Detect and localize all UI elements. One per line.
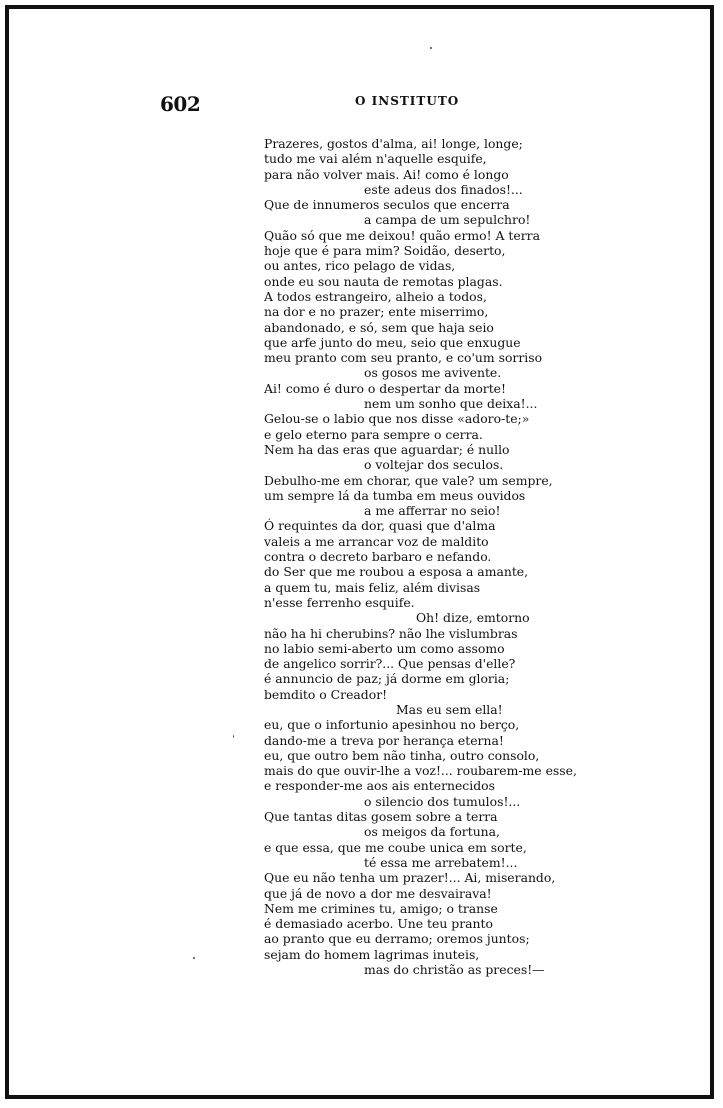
poem-line: e gelo eterno para sempre o cerra.	[264, 426, 483, 442]
poem-line: sejam do homem lagrimas inuteis,	[264, 946, 480, 962]
poem-line: Nem me crimines tu, amigo; o transe	[264, 900, 498, 916]
poem-line: para não volver mais. Ai! como é longo	[264, 166, 509, 182]
poem-line: tudo me vai além n'aquelle esquife,	[264, 151, 487, 167]
poem-line: n'esse ferrenho esquife.	[264, 594, 415, 610]
paper-speck	[193, 957, 195, 959]
poem-line: Ai! como é duro o despertar da morte!	[264, 380, 506, 396]
poem-line: Oh! dize, emtorno	[416, 610, 530, 626]
poem-line: Que de innumeros seculos que encerra	[264, 197, 510, 213]
poem-line: de angelico sorrir?... Que pensas d'elle?	[264, 656, 516, 672]
poem-line: este adeus dos finados!...	[364, 181, 523, 197]
paper-speck	[233, 735, 234, 738]
poem-line: bemdito o Creador!	[264, 686, 388, 702]
poem-line: a campa de um sepulchro!	[364, 212, 531, 228]
poem-line: hoje que é para mim? Soidão, deserto,	[264, 243, 506, 259]
poem-line: onde eu sou nauta de remotas plagas.	[264, 273, 503, 289]
poem-line: contra o decreto barbaro e nefando.	[264, 549, 492, 565]
poem-line: que arfe junto do meu, seio que enxugue	[264, 334, 521, 350]
poem-line: ao pranto que eu derramo; oremos juntos;	[264, 931, 530, 947]
poem-line: a me afferrar no seio!	[364, 503, 501, 519]
paper-speck	[430, 47, 432, 49]
poem-line: mais do que ouvir-lhe a voz!... roubarem-me esse,	[264, 763, 577, 779]
poem-line: ou antes, rico pelago de vidas,	[264, 258, 456, 274]
poem-line: na dor e no prazer; ente miserrimo,	[264, 304, 489, 320]
poem-line: nem um sonho que deixa!...	[364, 396, 538, 412]
poem-line: o voltejar dos seculos.	[364, 457, 504, 473]
poem-line: té essa me arrebatem!...	[364, 854, 518, 870]
poem-line: e responder-me aos ais enternecidos	[264, 778, 495, 794]
poem-line: dando-me a treva por herança eterna!	[264, 732, 504, 748]
poem-line: que já de novo a dor me desvairava!	[264, 885, 492, 901]
poem-line: Mas eu sem ella!	[396, 701, 503, 717]
poem-line: Que eu não tenha um prazer!... Ai, miserando,	[264, 870, 556, 886]
poem-line: eu, que o infortunio apesinhou no berço,	[264, 717, 520, 733]
poem-line: do Ser que me roubou a esposa a amante,	[264, 564, 529, 580]
page-number: 602	[160, 92, 201, 116]
poem-line: A todos estrangeiro, alheio a todos,	[264, 288, 487, 304]
running-header: O INSTITUTO	[355, 94, 460, 108]
poem-line: abandonado, e só, sem que haja seio	[264, 319, 494, 335]
poem-line: é annuncio de paz; já dorme em gloria;	[264, 671, 510, 687]
poem-line: é demasiado acerbo. Une teu pranto	[264, 916, 493, 932]
poem-line: no labio semi-aberto um como assomo	[264, 640, 505, 656]
poem-line: os meigos da fortuna,	[364, 824, 500, 840]
poem-line: valeis a me arrancar voz de maldito	[264, 533, 489, 549]
poem-line: Debulho-me em chorar, que vale? um sempre,	[264, 472, 553, 488]
poem-line: um sempre lá da tumba em meus ouvidos	[264, 487, 526, 503]
poem-line: a quem tu, mais feliz, além divisas	[264, 579, 481, 595]
poem-line: o silencio dos tumulos!...	[364, 793, 521, 809]
poem-line: e que essa, que me coube unica em sorte,	[264, 839, 527, 855]
poem-line: mas do christão as preces!—	[364, 962, 545, 978]
poem-line: eu, que outro bem não tinha, outro consolo,	[264, 747, 540, 763]
poem-line: Ó requintes da dor, quasi que d'alma	[264, 518, 496, 534]
poem-line: Prazeres, gostos d'alma, ai! longe, longe;	[264, 136, 523, 151]
poem-line: os gosos me avivente.	[364, 365, 502, 381]
poem-line: meu pranto com seu pranto, e co'um sorriso	[264, 350, 543, 366]
poem-line: Nem ha das eras que aguardar; é nullo	[264, 441, 510, 457]
poem-line: Gelou-se o labio que nos disse «adoro-te;»	[264, 411, 530, 427]
poem-line: Que tantas ditas gosem sobre a terra	[264, 809, 498, 825]
poem-body	[264, 136, 577, 977]
poem-line: Quão só que me deixou! quão ermo! A terra	[264, 227, 540, 243]
poem-line: não ha hi cherubins? não lhe vislumbras	[264, 625, 518, 641]
